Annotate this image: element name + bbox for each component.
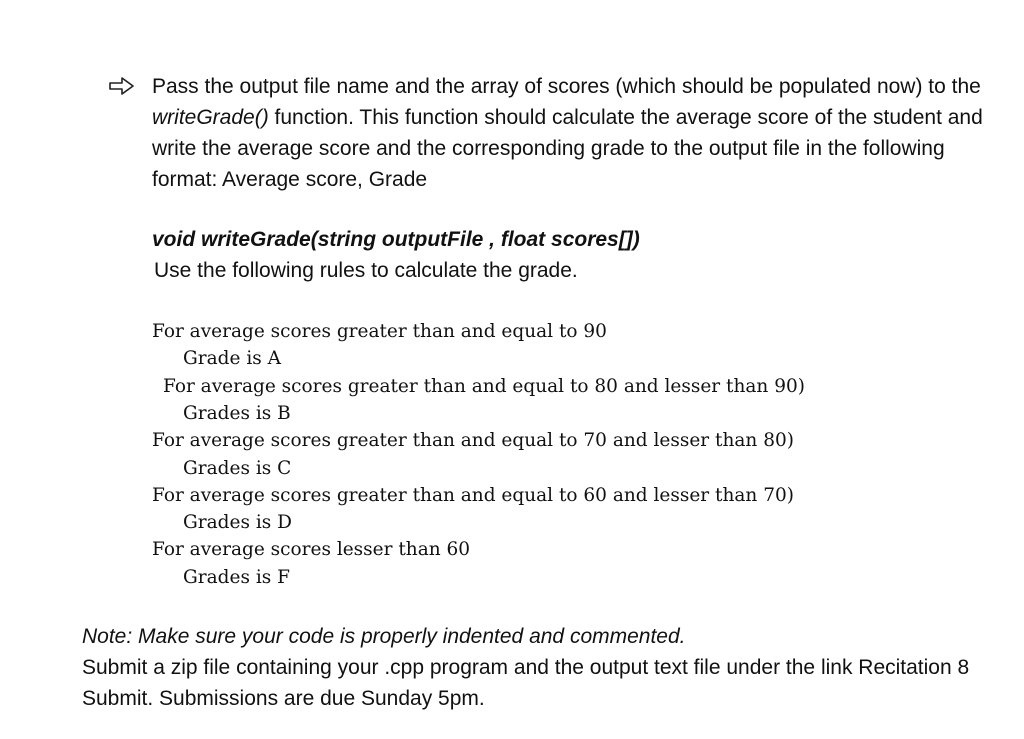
rule-result: Grades is C bbox=[183, 457, 292, 479]
rule-condition: For average scores greater than and equal to 90 bbox=[152, 321, 607, 342]
rule-condition: For average scores greater than and equal to 60 and lesser than 70) bbox=[152, 484, 794, 506]
function-signature: void writeGrade(string outputFile , float scores[]) bbox=[152, 228, 640, 251]
rule-condition: For average scores greater than and equal to 70 and lesser than 80) bbox=[152, 430, 794, 452]
rule-result: Grades is D bbox=[183, 512, 292, 534]
rule-result: Grade is A bbox=[183, 348, 281, 370]
submit-instructions: Submit a zip file containing your .cpp program and the output text file under the link Recitation 8 Submit. Submissions are due Sunday 5pm. bbox=[82, 656, 970, 710]
function-name: writeGrade() bbox=[152, 106, 269, 129]
bullet-text-after: function. This function should calculate the average score of the student and write the average score and the corresponding grade to the output file in the following format: Average score, Grade bbox=[152, 106, 983, 191]
rule-result: Grades is F bbox=[183, 566, 290, 588]
right-arrow-outline-icon bbox=[108, 75, 136, 97]
rule-condition: For average scores lesser than 60 bbox=[152, 539, 471, 561]
rule-condition: For average scores greater than and equal to 80 and lesser than 90) bbox=[163, 375, 805, 397]
bullet-text-before: Pass the output file name and the array of scores (which should be populated now) to the bbox=[152, 75, 981, 98]
bullet-paragraph bbox=[152, 71, 1002, 195]
rule-result: Grades is B bbox=[183, 402, 291, 424]
rules-intro: Use the following rules to calculate the grade. bbox=[154, 259, 578, 282]
note-text: Note: Make sure your code is properly indented and commented. bbox=[82, 625, 686, 648]
